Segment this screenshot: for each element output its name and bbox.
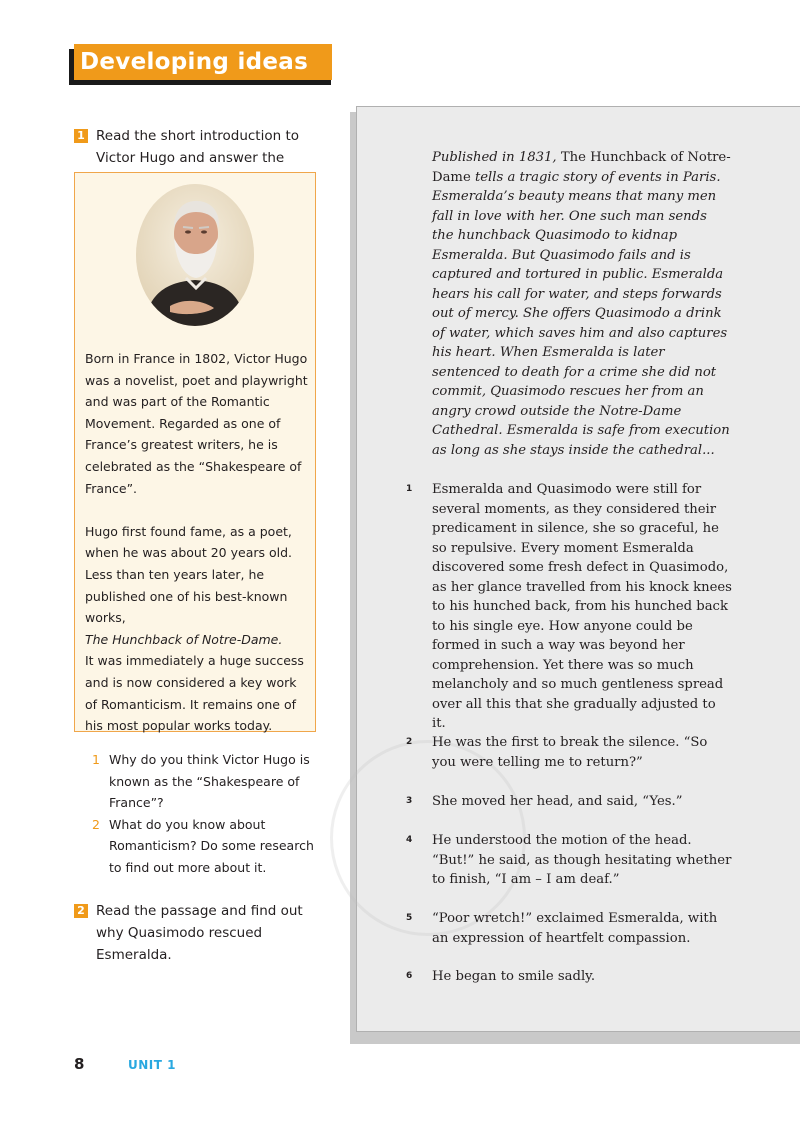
passage-paragraph: [406, 909, 736, 948]
question-text: Why do you think Victor Hugo is known as the “Shakespeare of France”?: [109, 752, 310, 811]
paragraph-text: She moved her head, and said, “Yes.”: [432, 794, 683, 809]
reading-introduction: [432, 148, 732, 460]
page-number: 8: [74, 1055, 85, 1073]
passage-paragraph: [406, 480, 736, 734]
unit-label: UNIT 1: [128, 1058, 176, 1072]
passage-paragraph: [406, 792, 736, 812]
victor-hugo-portrait: [136, 184, 254, 326]
paragraph-number: 4: [406, 835, 413, 845]
arrow-left-icon: [382, 54, 393, 70]
book-title: The Hunchback of Notre-Dame.: [85, 631, 283, 647]
task-number-badge: 2: [74, 904, 88, 918]
portrait-illustration: [136, 184, 254, 326]
intro-box: [74, 172, 316, 732]
paragraph-text: He began to smile sadly.: [432, 969, 596, 984]
questions-list: [92, 749, 328, 879]
intro-paragraph-2b: It was immediately a huge success and is now considered a key work of Romanticism. It remains one of his most popular works today.: [85, 653, 308, 734]
paragraph-text: He was the first to break the silence. “So you were telling me to return?”: [432, 735, 708, 770]
question-number: 1: [92, 752, 100, 767]
passage-paragraph: [406, 733, 736, 772]
task-1-instruction: Read the short introduction to Victor Hugo and answer the: [96, 128, 300, 166]
question-item: [92, 749, 328, 814]
question-item: [92, 814, 328, 879]
header-divider: [374, 50, 375, 74]
paragraph-text: Esmeralda and Quasimodo were still for several moments, as they considered their predicament in silence, she so graceful, he so repulsive. Every moment Esmeralda discovered some fresh defect in Quasimodo, as her glance travelled from his knock knees to his hunched back, from his hunched back to his single eye. How anyone could be formed in such a way was beyond her comprehension. Yet there was so much melancholy and so much gentleness spread over all this that she gradually adjusted to it.: [432, 482, 732, 731]
question-text: What do you know about Romanticism? Do some research to find out more about it.: [109, 816, 314, 875]
paragraph-text: “Poor wretch!” exclaimed Esmeralda, with an expression of heartfelt compassion.: [432, 911, 718, 946]
reading-intro-title: The Hunchback of Notre-Dame: [432, 150, 731, 185]
question-number: 2: [92, 816, 100, 832]
paragraph-number: 3: [406, 796, 413, 806]
intro-paragraph-1: Born in France in 1802, Victor Hugo was a novelist, poet and playwright and was part of the Romantic Movement. Regarded as one of France’s greatest writers, he is celebrated as the “Shakespeare of France”.: [85, 351, 312, 496]
task-number-badge: 1: [74, 129, 88, 143]
paragraph-number: 2: [406, 737, 413, 747]
passage-paragraph: [406, 831, 736, 890]
paragraph-number: 5: [406, 913, 413, 923]
passage-paragraph: [406, 967, 736, 987]
task-2: [74, 900, 332, 966]
section-header: [74, 44, 332, 80]
section-title: Developing ideas: [80, 49, 309, 75]
task-2-instruction: Read the passage and find out why Quasimodo rescued Esmeralda.: [96, 903, 303, 963]
paragraph-text: He understood the motion of the head. “But!” he said, as though hesitating whether to finish, “I am – I am deaf.”: [432, 833, 732, 887]
paragraph-number: 1: [406, 484, 413, 494]
paragraph-number: 6: [406, 971, 413, 981]
reading-intro-published: Published in 1831,: [432, 150, 557, 165]
intro-text: [85, 348, 311, 737]
reading-intro-text: tells a tragic story of events in Paris. Esmeralda’s beauty means that many men fall in love with her. One such man sends the hunchback Quasimodo to kidnap Esmeralda. But Quasimodo fails and is captured and tortured in public. Esmeralda hears his call for water, and steps forwards out of mercy. She offers Quasimodo a drink of water, which saves him and also captures his heart. When Esmeralda is later sentenced to death for a crime she did not commit, Quasimodo rescues her from an angry crowd outside the Notre-Dame Cathedral. Esmeralda is safe from execution as long as she stays inside the cathedral...: [432, 169, 730, 458]
intro-paragraph-2a: Hugo first found fame, as a poet, when he was about 20 years old. Less than ten years later, he published one of his best-known works,: [85, 523, 296, 626]
